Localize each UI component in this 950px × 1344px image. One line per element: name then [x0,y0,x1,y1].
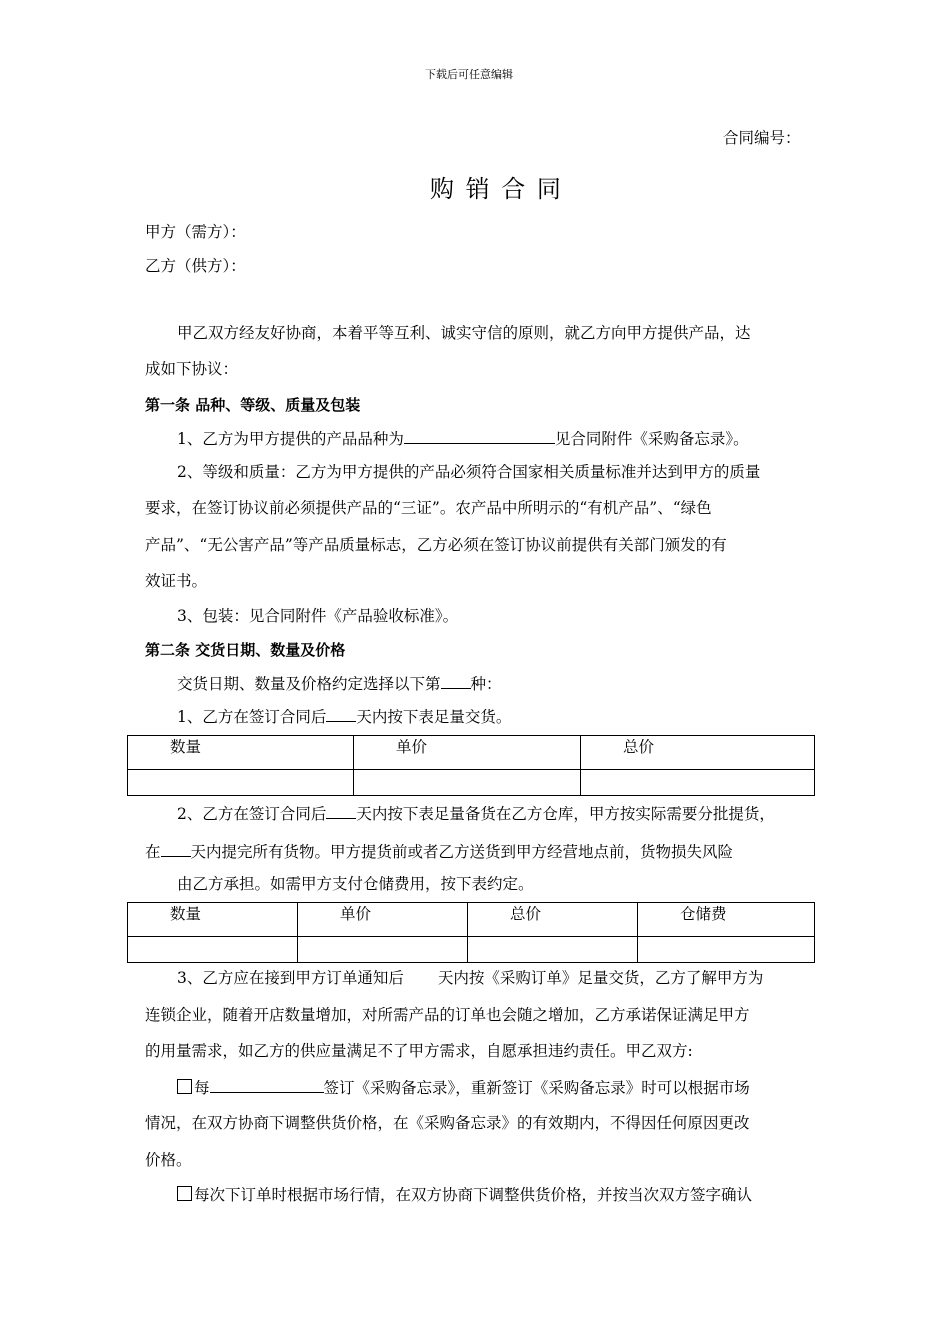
article1-item2-line1: 2、等级和质量：乙方为甲方提供的产品必须符合国家相关质量标准并达到甲方的质量 [177,463,761,481]
product-variety-blank[interactable] [404,428,555,444]
checkbox-option-1-line1 [177,1077,750,1098]
option2-text-post: 天内按下表足量备货在乙方仓库，甲方按实际需要分批提货， [356,805,775,823]
table-row [128,770,815,796]
delivery-table-2 [127,902,815,963]
item1-text-post: 见合同附件《采购备忘录》。 [554,430,749,448]
article2-heading: 第二条 交货日期、数量及价格 [145,641,346,659]
article1-heading: 第一条 品种、等级、质量及包装 [145,396,361,414]
check1-text-pre: 每 [194,1079,210,1097]
article2-option3-line2: 连锁企业，随着开店数量增加，对所需产品的订单也会随之增加，乙方承诺保证满足甲方 [145,1006,750,1024]
article2-option3-line3: 的用量需求，如乙方的供应量满足不了甲方需求，自愿承担违约责任。甲乙双方: [145,1042,693,1060]
delivery-table-1 [127,735,815,796]
checkbox-option-1-line3: 价格。 [145,1151,192,1169]
table-header-row [128,903,815,937]
table-cell[interactable] [581,770,815,796]
choose-text-post: 种： [470,675,502,693]
intro-line-1: 甲乙双方经友好协商，本着平等互利、诚实守信的原则，就乙方向甲方提供产品，达 [177,324,751,342]
table-cell[interactable] [128,937,298,963]
check1-text-post: 签订《采购备忘录》，重新签订《采购备忘录》时可以根据市场 [323,1079,750,1097]
option1-text-pre: 1、乙方在签订合同后 [177,708,327,726]
checkbox-1[interactable] [177,1079,192,1094]
table-cell[interactable] [638,937,815,963]
check2-text: 每次下订单时根据市场行情，在双方协商下调整供货价格，并按当次双方签字确认 [194,1186,753,1204]
watermark-header: 下载后可任意编辑 [425,68,513,81]
table-cell[interactable] [298,937,468,963]
option2-line2-post: 天内提完所有货物。甲方提货前或者乙方送货到甲方经营地点前，货物损失风险 [190,843,734,861]
article2-choose [177,673,502,694]
article1-item1 [177,428,749,449]
table-header-row [128,736,815,770]
intro-line-2: 成如下协议： [145,360,239,378]
checkbox-2[interactable] [177,1186,192,1201]
option3-text-pre: 3、乙方应在接到甲方订单通知后 [177,969,404,987]
option1-text-post: 天内按下表足量交货。 [356,708,512,726]
article2-option2-line2 [145,841,733,862]
article2-option2-line1 [177,803,775,824]
table-cell[interactable] [128,770,354,796]
table-header-cell: 单价 [354,736,581,770]
option2-days-blank[interactable] [326,803,356,819]
pickup-days-blank[interactable] [161,841,191,857]
checkbox-option-1-line2: 情况，在双方协商下调整供货价格，在《采购备忘录》的有效期内，不得因任何原因更改 [145,1114,750,1132]
table-header-cell: 数量 [128,736,354,770]
article1-item3: 3、包装：见合同附件《产品验收标准》。 [177,607,459,625]
item1-text-pre: 1、乙方为甲方提供的产品品种为 [177,430,404,448]
table-header-cell: 总价 [468,903,638,937]
party-b-label: 乙方（供方）： [145,257,246,275]
choose-text-pre: 交货日期、数量及价格约定选择以下第 [177,675,441,693]
checkbox-option-2-line1 [177,1185,752,1205]
option1-days-blank[interactable] [326,706,356,722]
option2-line2-pre: 在 [145,843,161,861]
memo-period-blank[interactable] [210,1077,324,1093]
article2-option2-line3: 由乙方承担。如需甲方支付仓储费用，按下表约定。 [177,875,534,893]
page-title: 购 销 合 同 [430,175,563,203]
option3-text-post: 天内按《采购订单》足量交货，乙方了解甲方为 [437,969,764,987]
article2-option1 [177,706,511,727]
table-header-cell: 总价 [581,736,815,770]
article2-option3-line1 [177,968,763,988]
table-cell[interactable] [468,937,638,963]
party-a-label: 甲方（需方）： [145,223,246,241]
article1-item2-line3: 产品”、“无公害产品”等产品质量标志，乙方必须在签订协议前提供有关部门颁发的有 [145,536,727,554]
option2-text-pre: 2、乙方在签订合同后 [177,805,327,823]
table-cell[interactable] [354,770,581,796]
article1-item2-line4: 效证书。 [145,572,208,590]
table-header-cell: 单价 [298,903,468,937]
table-row [128,937,815,963]
article1-item2-line2: 要求，在签订协议前必须提供产品的“三证”。农产品中所明示的“有机产品”、“绿色 [145,499,712,517]
option-number-blank[interactable] [441,673,471,689]
table-header-cell: 仓储费 [638,903,815,937]
table-header-cell: 数量 [128,903,298,937]
contract-number-label: 合同编号： [723,129,801,147]
